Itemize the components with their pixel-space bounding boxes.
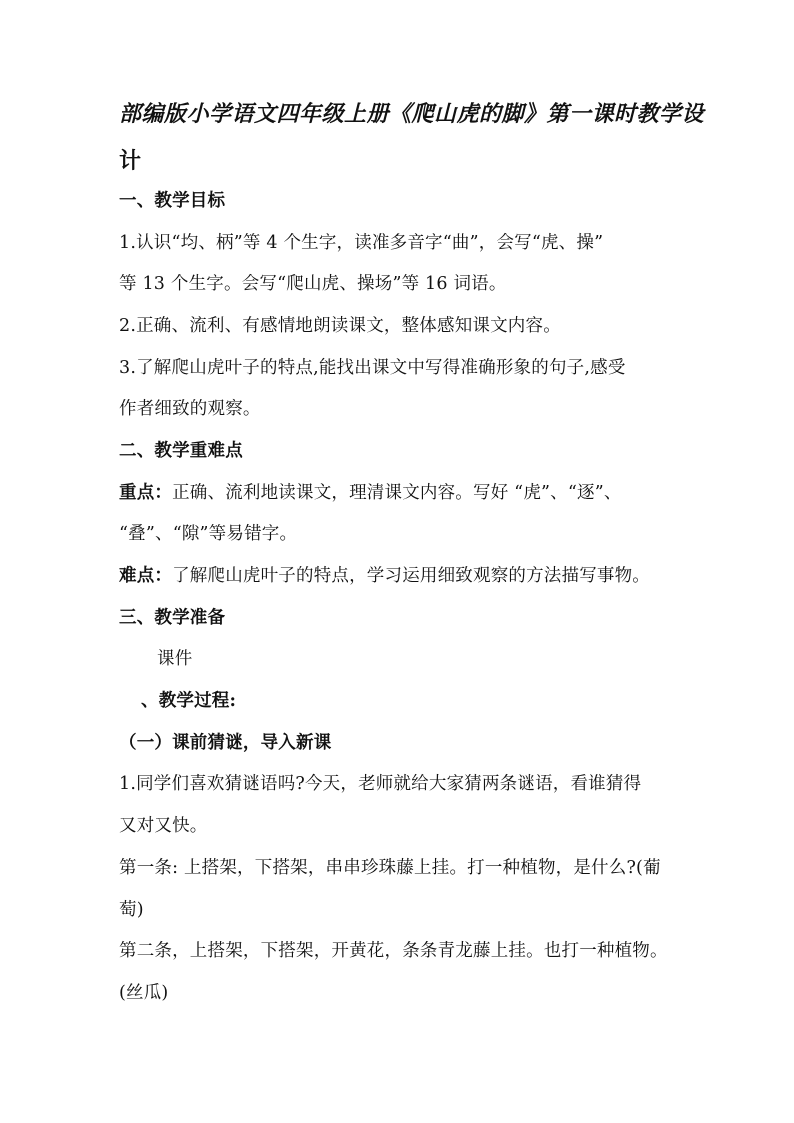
process-para-1-line-1: 1.同学们喜欢猜谜语吗?今天，老师就给大家猜两条谜语，看谁猜得 [119,774,642,794]
document-title-line-2: 计 [119,148,142,174]
section-heading-preparation: 三、教学准备 [119,608,226,628]
process-subheading-1: （一）课前猜谜，导入新课 [119,733,332,753]
objective-3-line-2: 作者细致的观察。 [119,399,261,419]
objective-3-line-1: 3.了解爬山虎叶子的特点,能找出课文中写得准确形象的句子,感受 [119,358,626,378]
riddle-2-line-2: (丝瓜) [119,983,169,1003]
objective-1-line-2: 等 13 个生字。会写“爬山虎、操场”等 16 词语。 [119,274,507,294]
riddle-1-line-2: 萄) [119,900,144,920]
key-point-line-2: “叠”、“隙”等易错字。 [119,524,298,544]
key-point-text: 正确、流利地读课文，理清课文内容。写好 “虎”、“逐”、 [172,483,622,503]
riddle-1-line-1: 第一条: 上搭架，下搭架，串串珍珠藤上挂。打一种植物，是什么?(葡 [119,858,661,878]
section-heading-key-points: 二、教学重难点 [119,441,243,461]
key-point-label: 重点： [119,483,173,503]
key-point-line-1 [119,481,689,505]
preparation-item: 课件 [157,649,193,669]
process-para-1-line-2: 又对又快。 [119,816,208,836]
objective-2: 2.正确、流利、有感情地朗读课文，整体感知课文内容。 [119,316,561,336]
section-heading-objectives: 一、教学目标 [119,191,226,211]
difficult-point-line [119,564,689,588]
objective-1-line-1: 1.认识“均、柄”等 4 个生字，读准多音字“曲”，会写“虎、操” [119,233,604,253]
difficult-point-label: 难点： [119,566,173,586]
section-heading-process: 、教学过程: [141,691,237,711]
riddle-2-line-1: 第二条，上搭架，下搭架，开黄花，条条青龙藤上挂。也打一种植物。 [119,941,668,961]
difficult-point-text: 了解爬山虎叶子的特点，学习运用细致观察的方法描写事物。 [172,566,651,586]
document-title-line-1: 部编版小学语文四年级上册《爬山虎的脚》第一课时教学设 [119,101,705,127]
